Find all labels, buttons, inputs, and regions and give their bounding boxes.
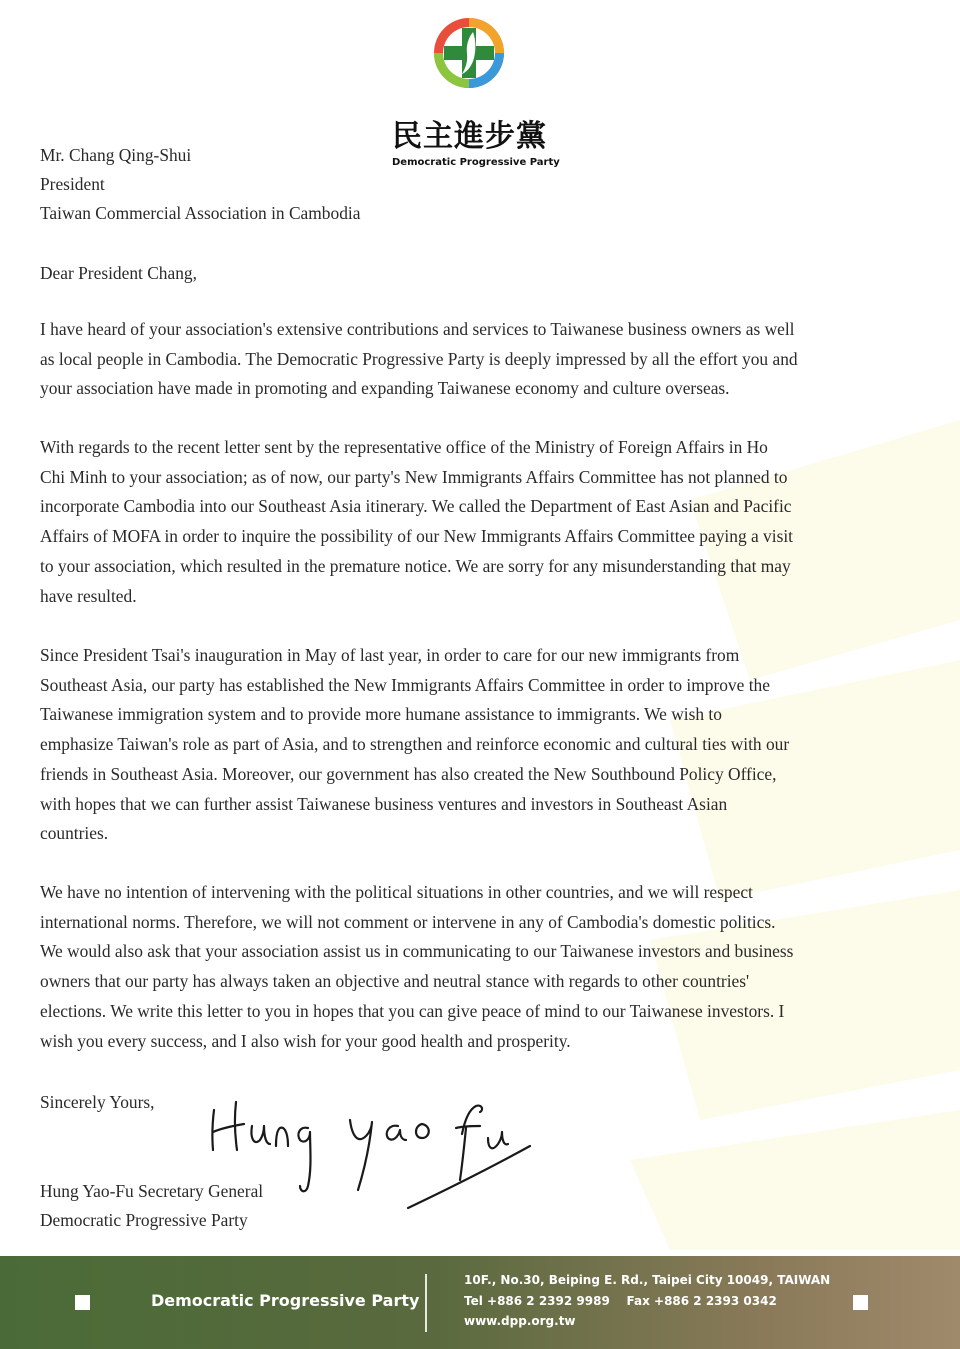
footer-org-name: Democratic Progressive Party xyxy=(151,1291,420,1310)
salutation: Dear President Chang, xyxy=(40,263,197,283)
text-line: owners that our party has always taken an objective and neutral stance with regards to other countries' xyxy=(40,971,750,992)
text-line: Taiwanese immigration system and to provide more humane assistance to immigrants. We wish to xyxy=(40,704,722,725)
org-name-chinese: 民主進步黨 xyxy=(392,119,547,154)
recipient-title: President xyxy=(40,174,105,194)
text-line: as local people in Cambodia. The Democratic Progressive Party is deeply impressed by all the effort you and xyxy=(40,348,798,369)
text-line: with hopes that we can further assist Taiwanese business ventures and investors in Southeast Asian xyxy=(40,793,728,814)
text-line: We would also ask that your association assist us in communicating to our Taiwanese investors and business xyxy=(40,941,794,962)
text-line: Chi Minh to your association; as of now, our party's New Immigrants Affairs Committee has not planned to xyxy=(40,466,788,487)
text-line: Since President Tsai's inauguration in May of last year, in order to care for our new immigrants from xyxy=(40,645,740,665)
footer-band xyxy=(0,1256,960,1349)
text-line: emphasize Taiwan's role as part of Asia, and to strengthen and reinforce economic and cultural ties with our xyxy=(40,734,790,755)
footer-square-left xyxy=(75,1295,90,1310)
text-line: elections. We write this letter to you in hopes that you can give peace of mind to our Taiwanese investors. I xyxy=(40,1000,785,1021)
text-line: friends in Southeast Asia. Moreover, our government has also created the New Southbound Policy Office, xyxy=(40,763,777,784)
org-name-english: Democratic Progressive Party xyxy=(392,157,560,168)
body-paragraph-4 xyxy=(40,878,910,1056)
text-line: wish you every success, and I also wish for your good health and prosperity. xyxy=(40,1030,571,1051)
footer-divider xyxy=(425,1274,427,1332)
recipient-name: Mr. Chang Qing-Shui xyxy=(40,145,192,165)
footer-website: www.dpp.org.tw xyxy=(464,1314,576,1328)
signer-organization: Democratic Progressive Party xyxy=(40,1210,248,1230)
footer-phone-fax: Tel +886 2 2392 9989 Fax +886 2 2393 0342 xyxy=(464,1293,777,1308)
footer-contact-info xyxy=(464,1270,830,1332)
text-line: your association have made in promoting and expanding Taiwanese economy and culture overseas. xyxy=(40,378,730,399)
text-line: have resulted. xyxy=(40,585,137,606)
text-line: international norms. Therefore, we will not comment or intervene in any of Cambodia's domestic politics. xyxy=(40,911,776,932)
text-line: We have no intention of intervening with the political situations in other countries, and we will respect xyxy=(40,882,753,902)
text-line: to your association, which resulted in the premature notice. We are sorry for any misunderstanding that may xyxy=(40,555,791,576)
party-emblem-icon xyxy=(432,16,506,90)
signer-name-title: Hung Yao-Fu Secretary General xyxy=(40,1181,264,1201)
body-paragraph-2 xyxy=(40,433,910,611)
recipient-organization: Taiwan Commercial Association in Cambodia xyxy=(40,203,361,223)
text-line: I have heard of your association's extensive contributions and services to Taiwanese business owners as well xyxy=(40,319,795,339)
closing: Sincerely Yours, xyxy=(40,1092,155,1112)
text-line: incorporate Cambodia into our Southeast Asia itinerary. We called the Department of East Asian and Pacific xyxy=(40,496,792,517)
footer-square-right xyxy=(853,1295,868,1310)
text-line: Affairs of MOFA in order to inquire the possibility of our New Immigrants Affairs Committee paying a visit xyxy=(40,526,794,547)
text-line: With regards to the recent letter sent by the representative office of the Ministry of Foreign Affairs in Ho xyxy=(40,437,768,457)
body-paragraph-1 xyxy=(40,315,910,404)
text-line: Southeast Asia, our party has established the New Immigrants Affairs Committee in order to improve the xyxy=(40,674,770,695)
text-line: countries. xyxy=(40,823,109,844)
body-paragraph-3 xyxy=(40,641,910,849)
footer-address: 10F., No.30, Beiping E. Rd., Taipei City 10049, TAIWAN xyxy=(464,1273,831,1287)
